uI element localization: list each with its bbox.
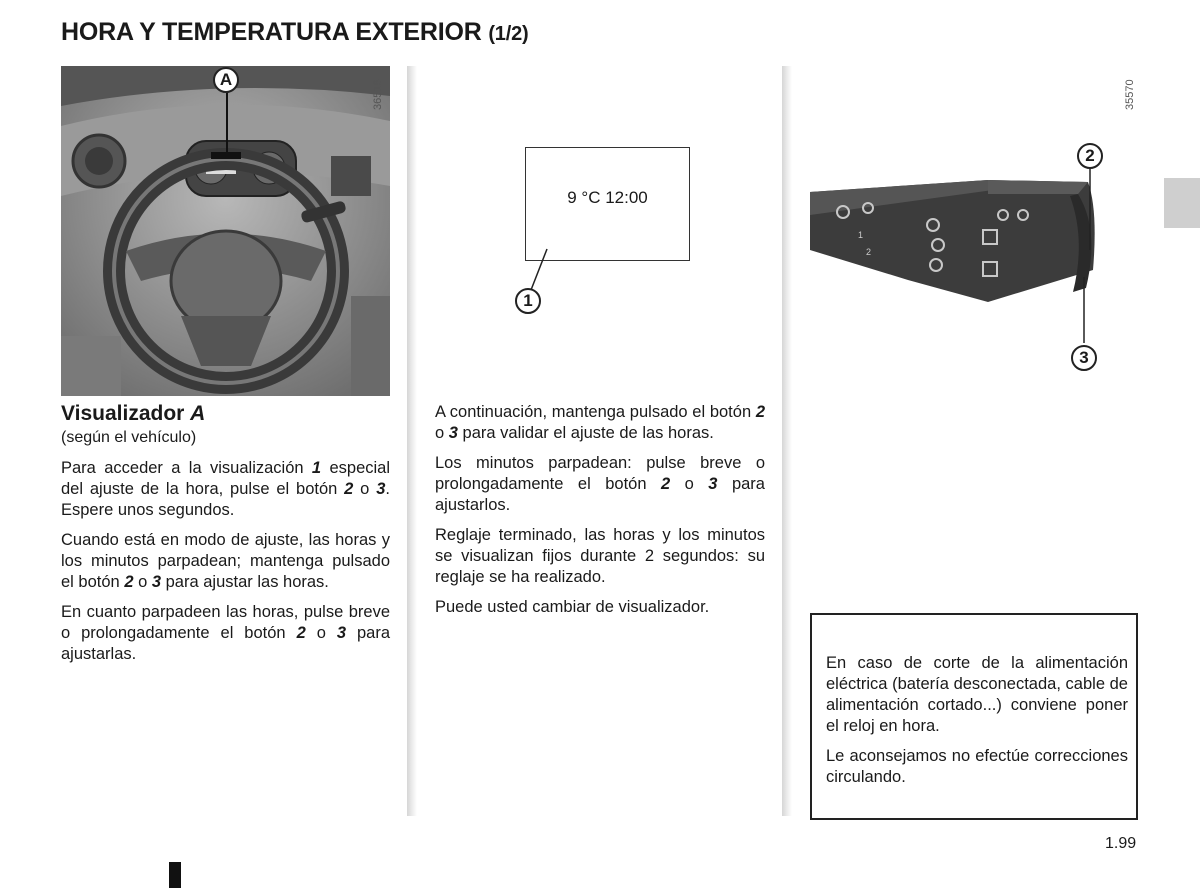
svg-text:2: 2: [866, 247, 872, 257]
column-divider-left: [407, 66, 417, 816]
paragraph-change-display: Puede usted cambiar de visualizador.: [435, 598, 710, 616]
callout-2: 2: [1077, 143, 1103, 169]
section-subheading: (según el vehículo): [61, 429, 197, 446]
paragraph-adjust-mode: Cuando está en modo de ajuste, las horas y los minutos parpadean; mantenga pulsado el botón 2 o 3 para ajustar las horas.: [61, 531, 390, 591]
paragraph-minutes: Los minutos parpadean: pulse breve o prolongadamente el botón 2 o 3 para ajustarlos.: [435, 454, 765, 514]
dashboard-drawing: [61, 66, 390, 396]
section-tab: [1164, 178, 1200, 228]
heading-text: Visualizador: [61, 402, 191, 425]
figure-code-dashboard: 36518: [372, 79, 384, 110]
figure-code-stalk: 35570: [1124, 79, 1136, 110]
svg-text:1: 1: [858, 230, 864, 240]
paragraph-access: Para acceder a la visualización 1 especial del ajuste de la hora, pulse el botón 2 o 3. Espere unos segundos.: [61, 459, 391, 519]
section-heading: [61, 402, 390, 426]
left-column: [61, 402, 390, 674]
note-paragraph-2: Le aconsejamos no efectúe correcciones circulando.: [826, 747, 1128, 786]
paragraph-hours-blink: En cuanto parpadeen las horas, pulse breve o prolongadamente el botón 2 o 3 para ajustarlas.: [61, 603, 391, 663]
paragraph-validate: A continuación, mantenga pulsado el botón 2 o 3 para validar el ajuste de las horas.: [435, 403, 765, 442]
display-readout: 9 °C 12:00: [567, 188, 648, 207]
note-paragraph-1: En caso de corte de la alimentación eléctrica (batería desconectada, cable de alimentación cortado...) conviene poner el reloj en hora.: [826, 654, 1128, 735]
heading-ref: A: [190, 402, 206, 425]
callout-1: 1: [515, 288, 541, 314]
stalk-illustration: [808, 170, 1108, 310]
title-part: (1/2): [488, 23, 529, 45]
crop-mark: [169, 862, 181, 888]
dashboard-illustration: [61, 66, 390, 396]
note-text: [826, 653, 1128, 797]
callout-3: 3: [1071, 345, 1097, 371]
page-title: [61, 18, 528, 47]
page-number: 1.99: [1105, 835, 1137, 852]
middle-column: [435, 402, 765, 627]
paragraph-finished: Reglaje terminado, las horas y los minutos se visualizan fijos durante 2 segundos: su reglaje se ha realizado.: [435, 526, 765, 586]
note-box: [810, 613, 1138, 820]
title-text: HORA Y TEMPERATURA EXTERIOR: [61, 18, 482, 46]
callout-lines-2-3: [1078, 165, 1098, 345]
column-divider-right: [782, 66, 792, 816]
callout-a: A: [213, 67, 239, 93]
